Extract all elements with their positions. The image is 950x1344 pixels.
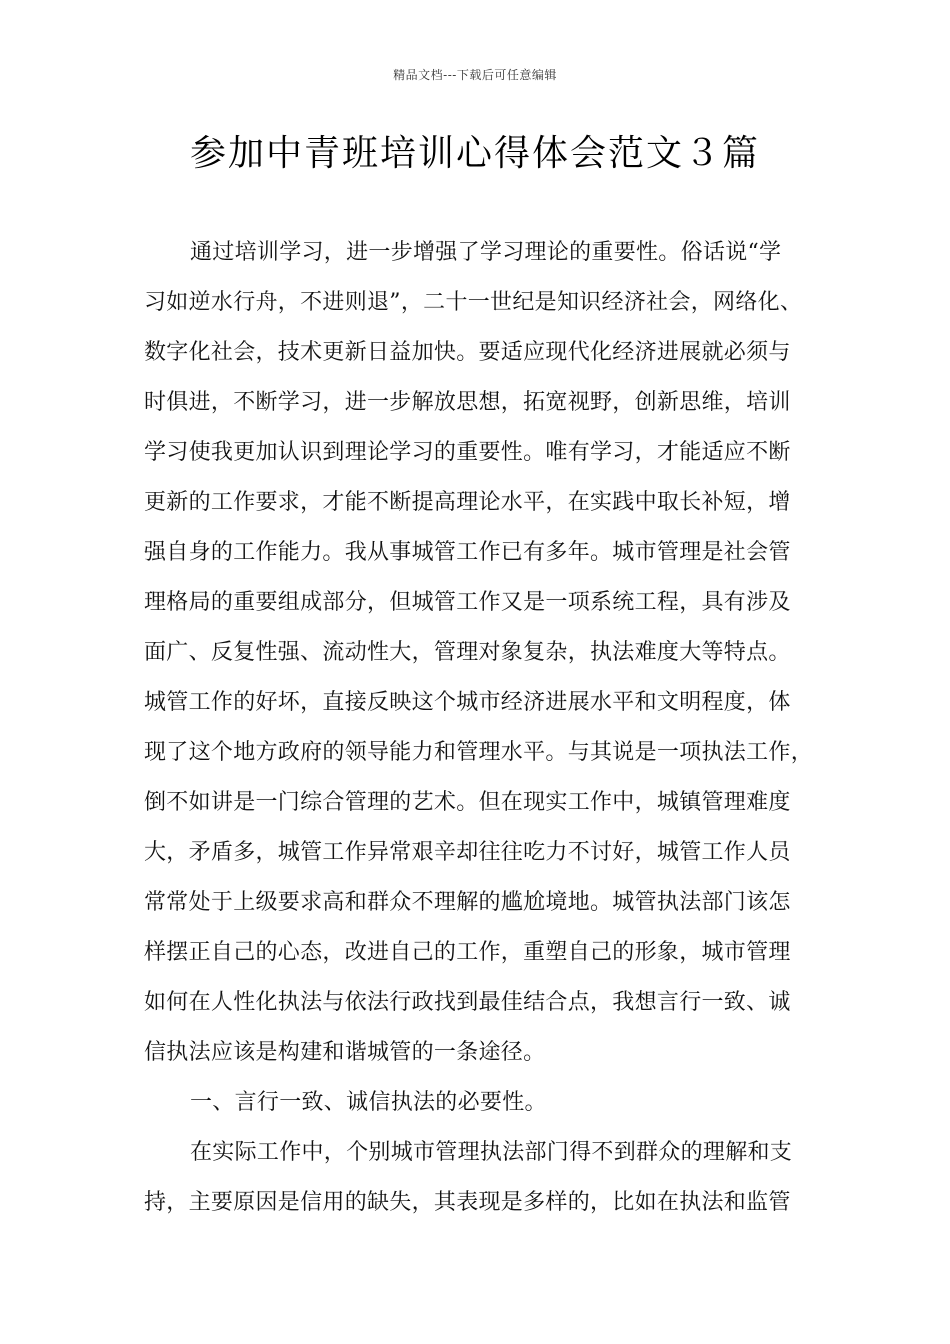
text-line: 理格局的重要组成部分，但城管工作又是一项系统工程，具有涉及 (144, 590, 791, 615)
text-line: 倒不如讲是一门综合管理的艺术。但在现实工作中，城镇管理难度 (144, 790, 791, 815)
document-title: 参加中青班培训心得体会范文３篇 (189, 133, 760, 174)
text-line: 更新的工作要求，才能不断提高理论水平，在实践中取长补短，增 (144, 490, 791, 515)
text-line: 在实际工作中，个别城市管理执法部门得不到群众的理解和支 (190, 1140, 793, 1165)
text-line: 如何在人性化执法与依法行政找到最佳结合点，我想言行一致、诚 (144, 990, 791, 1015)
text-line: 面广、反复性强、流动性大，管理对象复杂，执法难度大等特点。 (144, 640, 791, 665)
text-line: 持，主要原因是信用的缺失，其表现是多样的，比如在执法和监管 (144, 1190, 791, 1215)
body-text (144, 228, 816, 1228)
text-line: 强自身的工作能力。我从事城管工作已有多年。城市管理是社会管 (144, 540, 791, 565)
text-line: 时俱进，不断学习，进一步解放思想，拓宽视野，创新思维，培训 (144, 390, 791, 415)
text-line: 习如逆水行舟，不进则退”，二十一世纪是知识经济社会，网络化、 (144, 290, 803, 315)
text-line: 大，矛盾多，城管工作异常艰辛却往往吃力不讨好，城管工作人员 (144, 840, 791, 865)
text-line: 常常处于上级要求高和群众不理解的尴尬境地。城管执法部门该怎 (144, 890, 791, 915)
text-line: 通过培训学习，进一步增强了学习理论的重要性。俗话说“学 (190, 240, 782, 265)
header-note: 精品文档---下载后可任意编辑 (393, 68, 557, 82)
text-line: 现了这个地方政府的领导能力和管理水平。与其说是一项执法工作， (144, 740, 814, 765)
text-line: 数字化社会，技术更新日益加快。要适应现代化经济进展就必须与 (144, 340, 791, 365)
text-line: 一、言行一致、诚信执法的必要性。 (190, 1090, 547, 1115)
text-line: 信执法应该是构建和谐城管的一条途径。 (144, 1040, 546, 1065)
text-line: 城管工作的好坏，直接反映这个城市经济进展水平和文明程度，体 (144, 690, 791, 715)
text-line: 学习使我更加认识到理论学习的重要性。唯有学习，才能适应不断 (144, 440, 791, 465)
text-line: 样摆正自己的心态，改进自己的工作，重塑自己的形象，城市管理 (144, 940, 791, 965)
